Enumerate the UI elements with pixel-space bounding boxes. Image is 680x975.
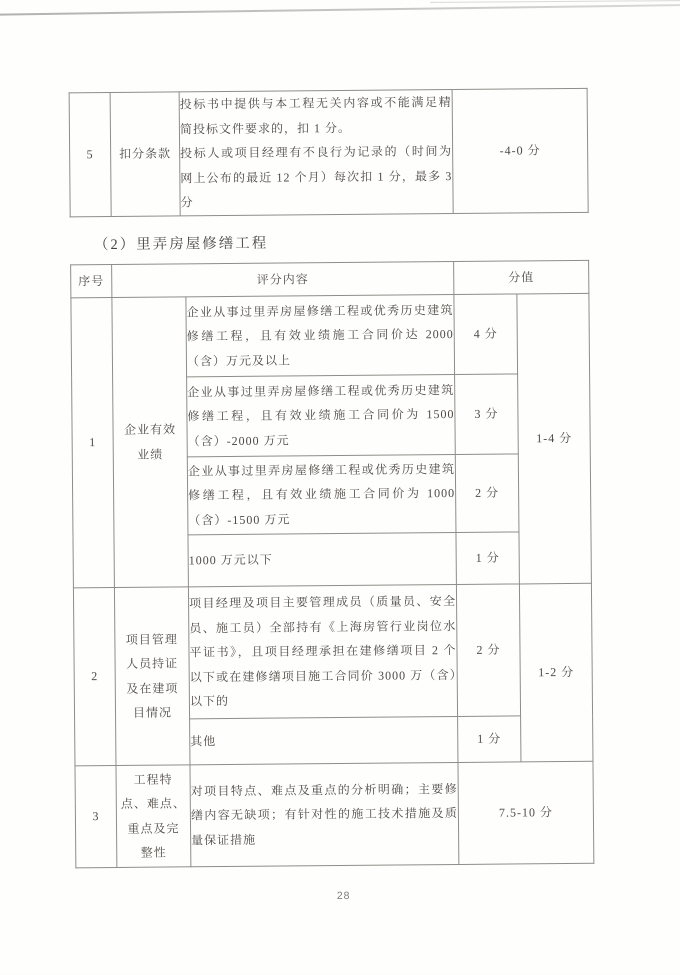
table-row	[71, 293, 590, 378]
item-score-cell: 3 分	[455, 374, 519, 455]
table-row	[73, 583, 592, 720]
criteria-category-cell: 扣分条款	[110, 92, 180, 216]
previous-page-criteria-table	[69, 88, 589, 217]
table-header-row	[71, 260, 589, 298]
criteria-content-cell: 其他	[190, 716, 458, 764]
item-score-cell: 4 分	[454, 294, 518, 375]
header-score-cell: 分值	[454, 260, 589, 294]
scoring-criteria-table	[70, 260, 594, 869]
overall-score-cell: 1-4 分	[517, 293, 592, 584]
header-content-cell: 评分内容	[112, 262, 454, 298]
row-number-cell: 5	[69, 92, 111, 216]
criteria-category-cell: 企业有效 业绩	[112, 297, 189, 588]
criteria-content-cell: 企业从事过里弄房屋修缮工程或优秀历史建筑修缮工程，且有效业绩施工合同价为 1500（含）-2000 万元	[187, 374, 456, 456]
item-score-cell: 2 分	[455, 454, 519, 533]
overall-score-cell: 1-2 分	[519, 583, 593, 762]
page-number: 28	[336, 889, 351, 903]
criteria-category-cell: 项目管理 人员持证 及在建项 目情况	[114, 587, 190, 766]
criteria-category-cell: 工程特 点、难点、 重点及完 整性	[116, 765, 191, 868]
item-score-cell: 1 分	[458, 716, 521, 763]
criteria-content-cell: 1000 万元以下	[188, 532, 456, 586]
header-no-cell: 序号	[71, 264, 112, 297]
criteria-score-cell: -4-0 分	[452, 88, 588, 213]
criteria-content-cell: 项目经理及项目主要管理成员（质量员、安全员、施工员）全部持有《上海房管行业岗位水平证书》，且项目经理承担在建修缮项目 2 个以下或在建修缮项目施工合同价 3000 万（含）以下的	[188, 584, 457, 718]
row-number-cell: 3	[75, 765, 117, 867]
criteria-content-cell: 对项目特点、难点及重点的分析明确；主要修缮内容无缺项；有针对性的施工技术措施及质量保证措施	[190, 762, 459, 866]
item-score-cell: 2 分	[456, 584, 520, 717]
overall-score-cell: 7.5-10 分	[458, 761, 594, 864]
criteria-content-cell: 投标书中提供与本工程无关内容或不能满足精简投标文件要求的，扣 1 分。 投标人或项目经理有不良行为记录的（时间为网上公布的最近 12 个月）每次扣 1 分，最多 3 分	[179, 90, 453, 216]
criteria-content-cell: 企业从事过里弄房屋修缮工程或优秀历史建筑修缮工程，且有效业绩施工合同价达 2000（含）万元及以上	[186, 294, 455, 376]
table-row	[69, 88, 588, 216]
section-title: （2）里弄房屋修缮工程	[93, 235, 269, 254]
row-number-cell: 2	[73, 587, 116, 765]
table-row	[75, 761, 594, 868]
item-score-cell: 1 分	[456, 532, 519, 585]
row-number-cell: 1	[71, 297, 115, 587]
criteria-content-cell: 企业从事过里弄房屋修缮工程或优秀历史建筑修缮工程，且有效业绩施工合同价为 1000（含）-1500 万元	[187, 454, 456, 534]
